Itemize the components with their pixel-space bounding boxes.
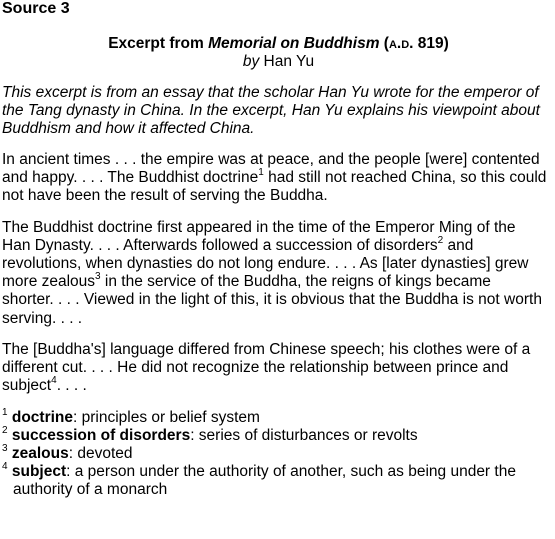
footnote-term: zealous bbox=[11, 445, 69, 463]
intro-line: the Tang dynasty in China. In the excerpt, Han Yu explains his viewpoint about bbox=[2, 102, 540, 119]
line-text: in the service of the Buddha, the reigns of kings became bbox=[100, 273, 491, 291]
footnote-number: 2 bbox=[2, 425, 8, 437]
footnote-number: 4 bbox=[2, 461, 8, 473]
footnotes bbox=[2, 409, 555, 499]
paragraph-line: shorter. . . . Viewed in the light of this, it is obvious that the Buddha is not worth bbox=[2, 291, 542, 309]
byline-by: by bbox=[242, 53, 260, 70]
excerpt-paragraph-3 bbox=[2, 341, 555, 396]
footnote-ref-3: 3 bbox=[95, 271, 101, 283]
title-prefix: Excerpt from bbox=[108, 35, 209, 52]
footnote-term: subject bbox=[11, 463, 67, 481]
intro-line: Buddhism and how it affected China. bbox=[2, 120, 255, 137]
paragraph-line: different cut. . . . He did not recognize the relationship between prince and bbox=[2, 359, 509, 377]
line-text: more zealous bbox=[2, 273, 96, 291]
paragraph-line: In ancient times . . . the empire was at peace, and the people [were] contented bbox=[2, 151, 540, 168]
line-text: subject bbox=[2, 377, 52, 395]
title-date-open: ( bbox=[379, 35, 389, 52]
footnote-item-continued bbox=[2, 481, 555, 499]
line-text: . . . . bbox=[56, 377, 87, 395]
paragraph-line: serving. . . . bbox=[2, 309, 83, 327]
line-text: had still not reached China, so this could bbox=[263, 169, 547, 187]
footnote-number: 3 bbox=[2, 443, 8, 455]
footnote-ref-4: 4 bbox=[51, 375, 57, 387]
paragraph-line: The Buddhist doctrine first appeared in the time of the Emperor Ming of the bbox=[2, 218, 516, 236]
paragraph-line bbox=[2, 273, 555, 291]
title-work: Memorial on Buddhism bbox=[208, 35, 380, 52]
paragraph-line bbox=[2, 169, 555, 187]
footnote-definition: : principles or belief system bbox=[73, 409, 260, 427]
footnote-item bbox=[2, 427, 555, 445]
footnote-number: 1 bbox=[2, 407, 8, 419]
paragraph-line: revolutions, when dynasties do not long endure. . . . As [later dynasties] grew bbox=[2, 255, 529, 273]
footnote-item bbox=[2, 409, 555, 427]
excerpt-paragraph-1 bbox=[2, 151, 555, 206]
paragraph-line: not have been the result of serving the Buddha. bbox=[2, 187, 328, 205]
document-page bbox=[2, 0, 555, 499]
footnote-term: succession of disorders bbox=[11, 427, 191, 445]
byline bbox=[2, 53, 555, 71]
footnote-definition: : a person under the authority of another, such as being under the bbox=[66, 463, 516, 481]
footnote-definition: : series of disturbances or revolts bbox=[190, 427, 418, 445]
line-text: and bbox=[443, 236, 474, 254]
source-label: Source 3 bbox=[2, 0, 70, 17]
footnote-definition: authority of a monarch bbox=[13, 481, 168, 499]
intro-line: This excerpt is from an essay that the scholar Han Yu wrote for the emperor of bbox=[2, 84, 539, 101]
intro-paragraph bbox=[2, 84, 555, 138]
footnote-item bbox=[2, 463, 555, 481]
excerpt-paragraph-2 bbox=[2, 219, 555, 328]
footnote-ref-1: 1 bbox=[258, 167, 264, 179]
paragraph-line bbox=[2, 234, 555, 255]
footnote-definition: : devoted bbox=[68, 445, 133, 463]
footnote-term: doctrine bbox=[11, 409, 74, 427]
line-text: Han Dynasty. . . . Afterwards followed a succession of disorders bbox=[2, 236, 438, 254]
footnote-ref-2: 2 bbox=[437, 234, 444, 246]
paragraph-line: The [Buddha's] language differed from Chinese speech; his clothes were of a bbox=[2, 340, 531, 358]
byline-author: Han Yu bbox=[259, 53, 315, 70]
document-title bbox=[2, 35, 555, 53]
title-date-close: 819) bbox=[413, 35, 449, 52]
paragraph-line bbox=[2, 377, 555, 395]
title-block bbox=[2, 35, 555, 71]
line-text: and happy. . . . The Buddhist doctrine bbox=[2, 169, 259, 187]
footnote-item bbox=[2, 445, 555, 463]
title-era: a.d. bbox=[388, 35, 414, 52]
